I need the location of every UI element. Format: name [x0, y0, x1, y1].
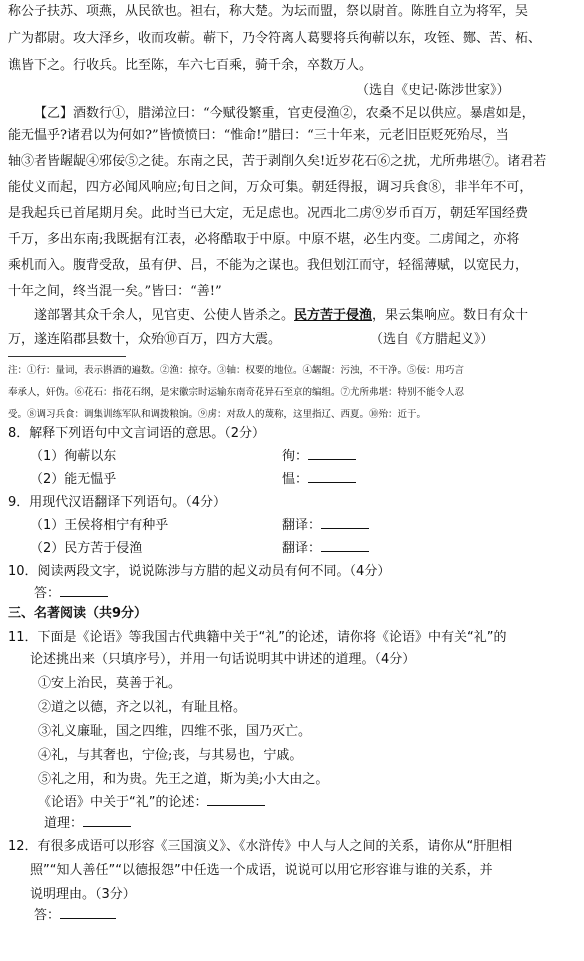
passage-b-line: 能仗义而起，四方必闻风响应;旬日之间，万众可集。朝廷得报，调习兵食⑧，非半年不可，: [8, 180, 533, 195]
q8-title: 8．解释下列语句中文言词语的意思。（2分）: [8, 426, 266, 441]
footnote-line: 注：①行：量词，表示斟酒的遍数。②渔：掠夺。③轴：权要的地位。④龌龊：污浊，不干净。⑤佞：用巧言: [8, 365, 465, 376]
passage-b-line: 能无愠乎?诸君以为何如?”皆愤愤曰：“惟命!”腊曰：“三十年来，元老旧臣贬死殆尽，当: [8, 128, 509, 143]
passage-a-line: 广为都尉。攻大泽乡，收而攻蕲。蕲下，乃令符离人葛婴将兵徇蕲以东，攻铚、酂、苦、柘、: [8, 31, 542, 46]
q8-item-text: （1）徇蕲以东: [30, 449, 117, 464]
answer-label: 道理：: [44, 816, 84, 831]
answer-blank[interactable]: [207, 793, 265, 806]
passage-b-final-line: [8, 306, 578, 326]
q11-title: 11．下面是《论语》等我国古代典籍中关于“礼”的论述，请你将《论语》中有关“礼”的: [8, 630, 507, 645]
passage-b-line: 千万，多出东南;我既据有江表，必将酷取于中原。中原不堪，必生内变。二虏闻之，亦将: [8, 232, 520, 247]
q9-item-answer: [282, 516, 369, 536]
section-heading: 三、名著阅读（共9分）: [8, 606, 148, 621]
footnote-divider: [8, 356, 126, 357]
passage-b-text: 遂部署其众千余人，见官吏、公使人皆杀之。: [34, 308, 295, 323]
q9-item-text: （1）王侯将相宁有种乎: [30, 518, 169, 533]
passage-a-line: 称公子扶苏、项燕，从民欲也。袒右，称大楚。为坛而盟，祭以尉首。陈胜自立为将军，吴: [8, 4, 529, 19]
passage-b-tail: 万，遂连陷郡县数十，众殆⑩百万，四方大震。: [8, 332, 282, 347]
q9-item-label: 翻译：: [282, 541, 322, 556]
q11-option: ⑤礼之用，和为贵。先王之道，斯为美;小大由之。: [38, 772, 329, 787]
q10-title: 10．阅读两段文字，说说陈涉与方腊的起义动员有何不同。（4分）: [8, 564, 391, 579]
passage-a-line: 谯皆下之。行收兵。比至陈，车六七百乘，骑千余，卒数万人。: [8, 58, 373, 73]
q12-answer: [8, 906, 578, 926]
q9-item-answer: [282, 539, 369, 559]
answer-label: 答：: [34, 586, 61, 601]
q11-answer-row: [8, 793, 578, 813]
q12-title: 12．有很多成语可以形容《三国演义》、《水浒传》中人与人之间的关系，请你从“肝胆相: [8, 839, 513, 854]
passage-b-line: 十年之间，终当混一矣。”皆曰：“善!”: [8, 284, 222, 299]
underlined-phrase: 民方苦于侵渔: [294, 308, 373, 323]
q12-title: 说明理由。（3分）: [30, 887, 136, 902]
q9-title: 9．用现代汉语翻译下列语句。（4分）: [8, 495, 227, 510]
passage-b-line: 【乙】酒数行①，腊涕泣曰：“今赋役繁重，官吏侵渔②，农桑不足以供应。暴虐如是，: [34, 106, 535, 121]
footnote-line: 受。⑧调习兵食：调集训练军队和调拨粮饷。⑨虏：对敌人的蔑称，这里指辽、西夏。⑩殆：近于。: [8, 409, 427, 420]
q10-answer: [8, 584, 578, 604]
answer-label: 《论语》中关于“礼”的论述：: [38, 795, 208, 810]
answer-blank[interactable]: [60, 906, 116, 919]
answer-blank[interactable]: [83, 814, 131, 827]
q9-item-text: （2）民方苦于侵渔: [30, 541, 143, 556]
q8-item-text: （2）能无愠乎: [30, 472, 117, 487]
q8-item-label: 徇：: [282, 449, 309, 464]
q12-title: 照”“知人善任”“以德报怨”中任选一个成语，说说可以用它形容谁与谁的关系，并: [30, 863, 493, 878]
q11-option: ②道之以德，齐之以礼，有耻且格。: [38, 700, 247, 715]
answer-blank[interactable]: [60, 584, 108, 597]
q8-item-answer: [282, 447, 356, 467]
passage-b-source: （选自《方腊起义》）: [370, 332, 494, 347]
passage-b-line: 轴③者皆龌龊④邪佞⑤之徒。东南之民，苦于剥削久矣!近岁花石⑥之扰，尤所弗堪⑦。诸君若: [8, 154, 547, 169]
q11-option: ④礼，与其奢也，宁俭;丧，与其易也，宁戚。: [38, 748, 303, 763]
q11-option: ①安上治民，莫善于礼。: [38, 676, 182, 691]
answer-label: 答：: [34, 908, 61, 923]
q8-item-label: 愠：: [282, 472, 309, 487]
passage-b-line: 乘机而入。腹背受敌，虽有伊、吕，不能为之谋也。我但划江而守，轻徭薄赋，以宽民力，: [8, 258, 529, 273]
q11-reason-row: [8, 814, 578, 834]
passage-a-source: （选自《史记·陈涉世家》）: [356, 83, 510, 98]
q8-item-answer: [282, 470, 356, 490]
passage-b-text: ，果云集响应。数日有众十: [372, 308, 529, 323]
answer-blank[interactable]: [321, 516, 369, 529]
answer-blank[interactable]: [321, 539, 369, 552]
answer-blank[interactable]: [308, 470, 356, 483]
q9-item-label: 翻译：: [282, 518, 322, 533]
footnote-line: 奉承人，奸伪。⑥花石：指花石纲，是宋徽宗时运输东南奇花异石至京的编组。⑦尤所弗堪：特别不能令人忍: [8, 387, 465, 398]
answer-blank[interactable]: [308, 447, 356, 460]
q11-title: 论述挑出来（只填序号），并用一句话说明其中讲述的道理。（4分）: [30, 652, 416, 667]
passage-b-line: 是我起兵已首尾期月矣。此时当已大定，无足虑也。况西北二虏⑨岁币百万，朝廷军国经费: [8, 206, 529, 221]
q11-option: ③礼义廉耻，国之四维，四维不张，国乃灭亡。: [38, 724, 312, 739]
